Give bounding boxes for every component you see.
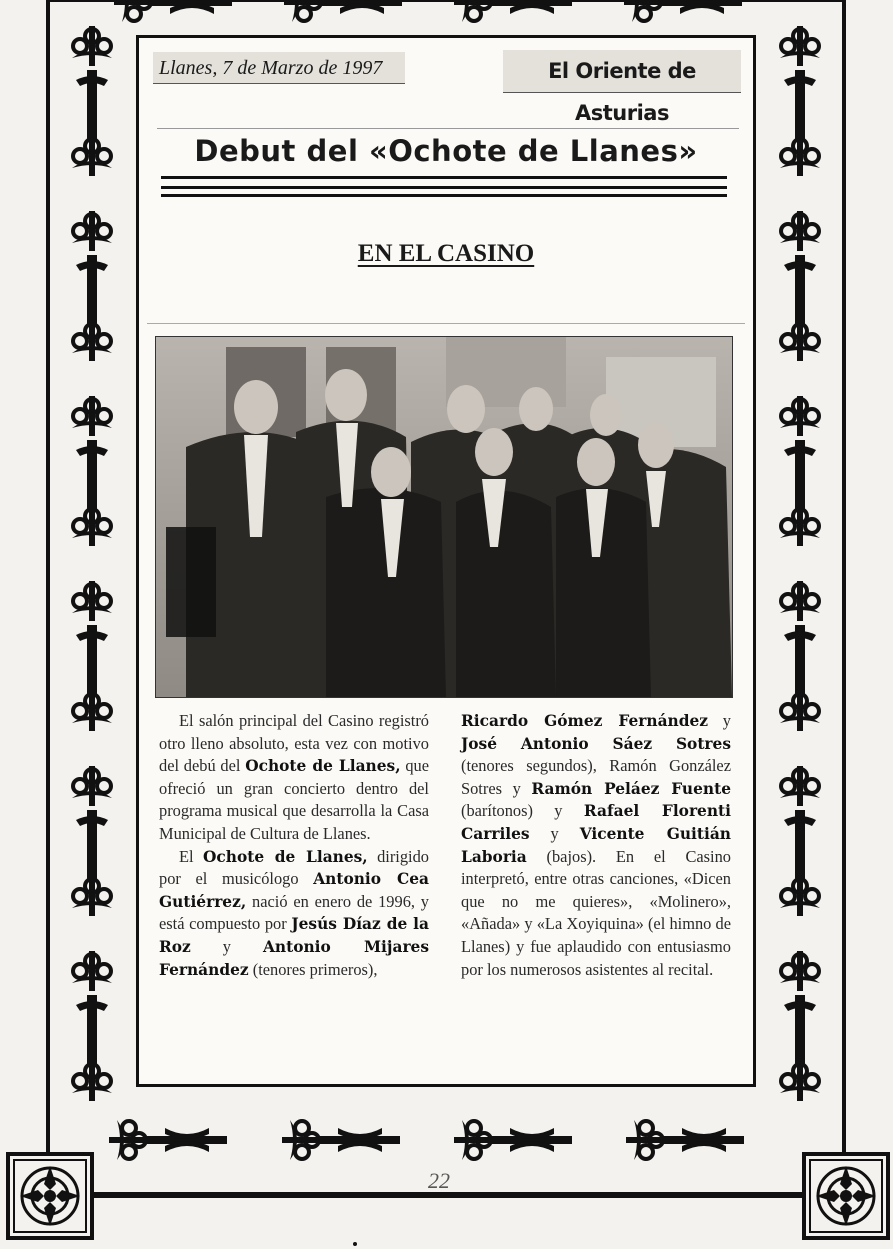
handwritten-page-number: 22 <box>428 1168 450 1193</box>
headline-rule <box>161 194 727 197</box>
article-column-right <box>461 710 731 981</box>
article-paragraph: El Ochote de Llanes, dirigido por el musicólogo Antonio Cea Gutiérrez, nació en enero de 1996, y está compuesto por Jesús Díaz de la Roz y Antonio Mijares Fernández (tenores primeros), <box>159 846 430 979</box>
divider <box>147 323 745 324</box>
headline: Debut del «Ochote de Llanes» <box>194 134 698 168</box>
choir-group-photo <box>155 336 733 698</box>
divider <box>157 128 739 129</box>
newspaper-masthead: El Oriente de Asturias <box>503 50 741 93</box>
article-paragraph: Ricardo Gómez Fernández y José Antonio Sáez Sotres (tenores segundos), Ramón González Sotres y Ramón Peláez Fuente (barítonos) y Rafael Florenti Carriles y Vicente Guitián Laboria (bajos). En el Casino interpretó, entre otras canciones, «Dicen que no me quieres», «Molinero», «Añada» y «La Xoyiquina» (el himno de Llanes) y fue aplaudido con entusiasmo por los numerosos asistentes al recital. <box>461 711 732 979</box>
article-paragraph: El salón principal del Casino registró otro lleno absoluto, esta vez con motivo del debú del Ochote de Llanes, que ofreció un gran concierto dentro del programa musical que desarrolla la Casa Municipal de Cultura de Llanes. <box>159 711 429 843</box>
newspaper-clipping <box>136 35 756 1087</box>
dateline: Llanes, 7 de Marzo de 1997 <box>153 52 405 84</box>
article-column-left <box>159 710 429 981</box>
subheadline: EN EL CASINO <box>357 240 535 267</box>
headline-rule <box>161 176 727 179</box>
headline-rule <box>161 186 727 189</box>
